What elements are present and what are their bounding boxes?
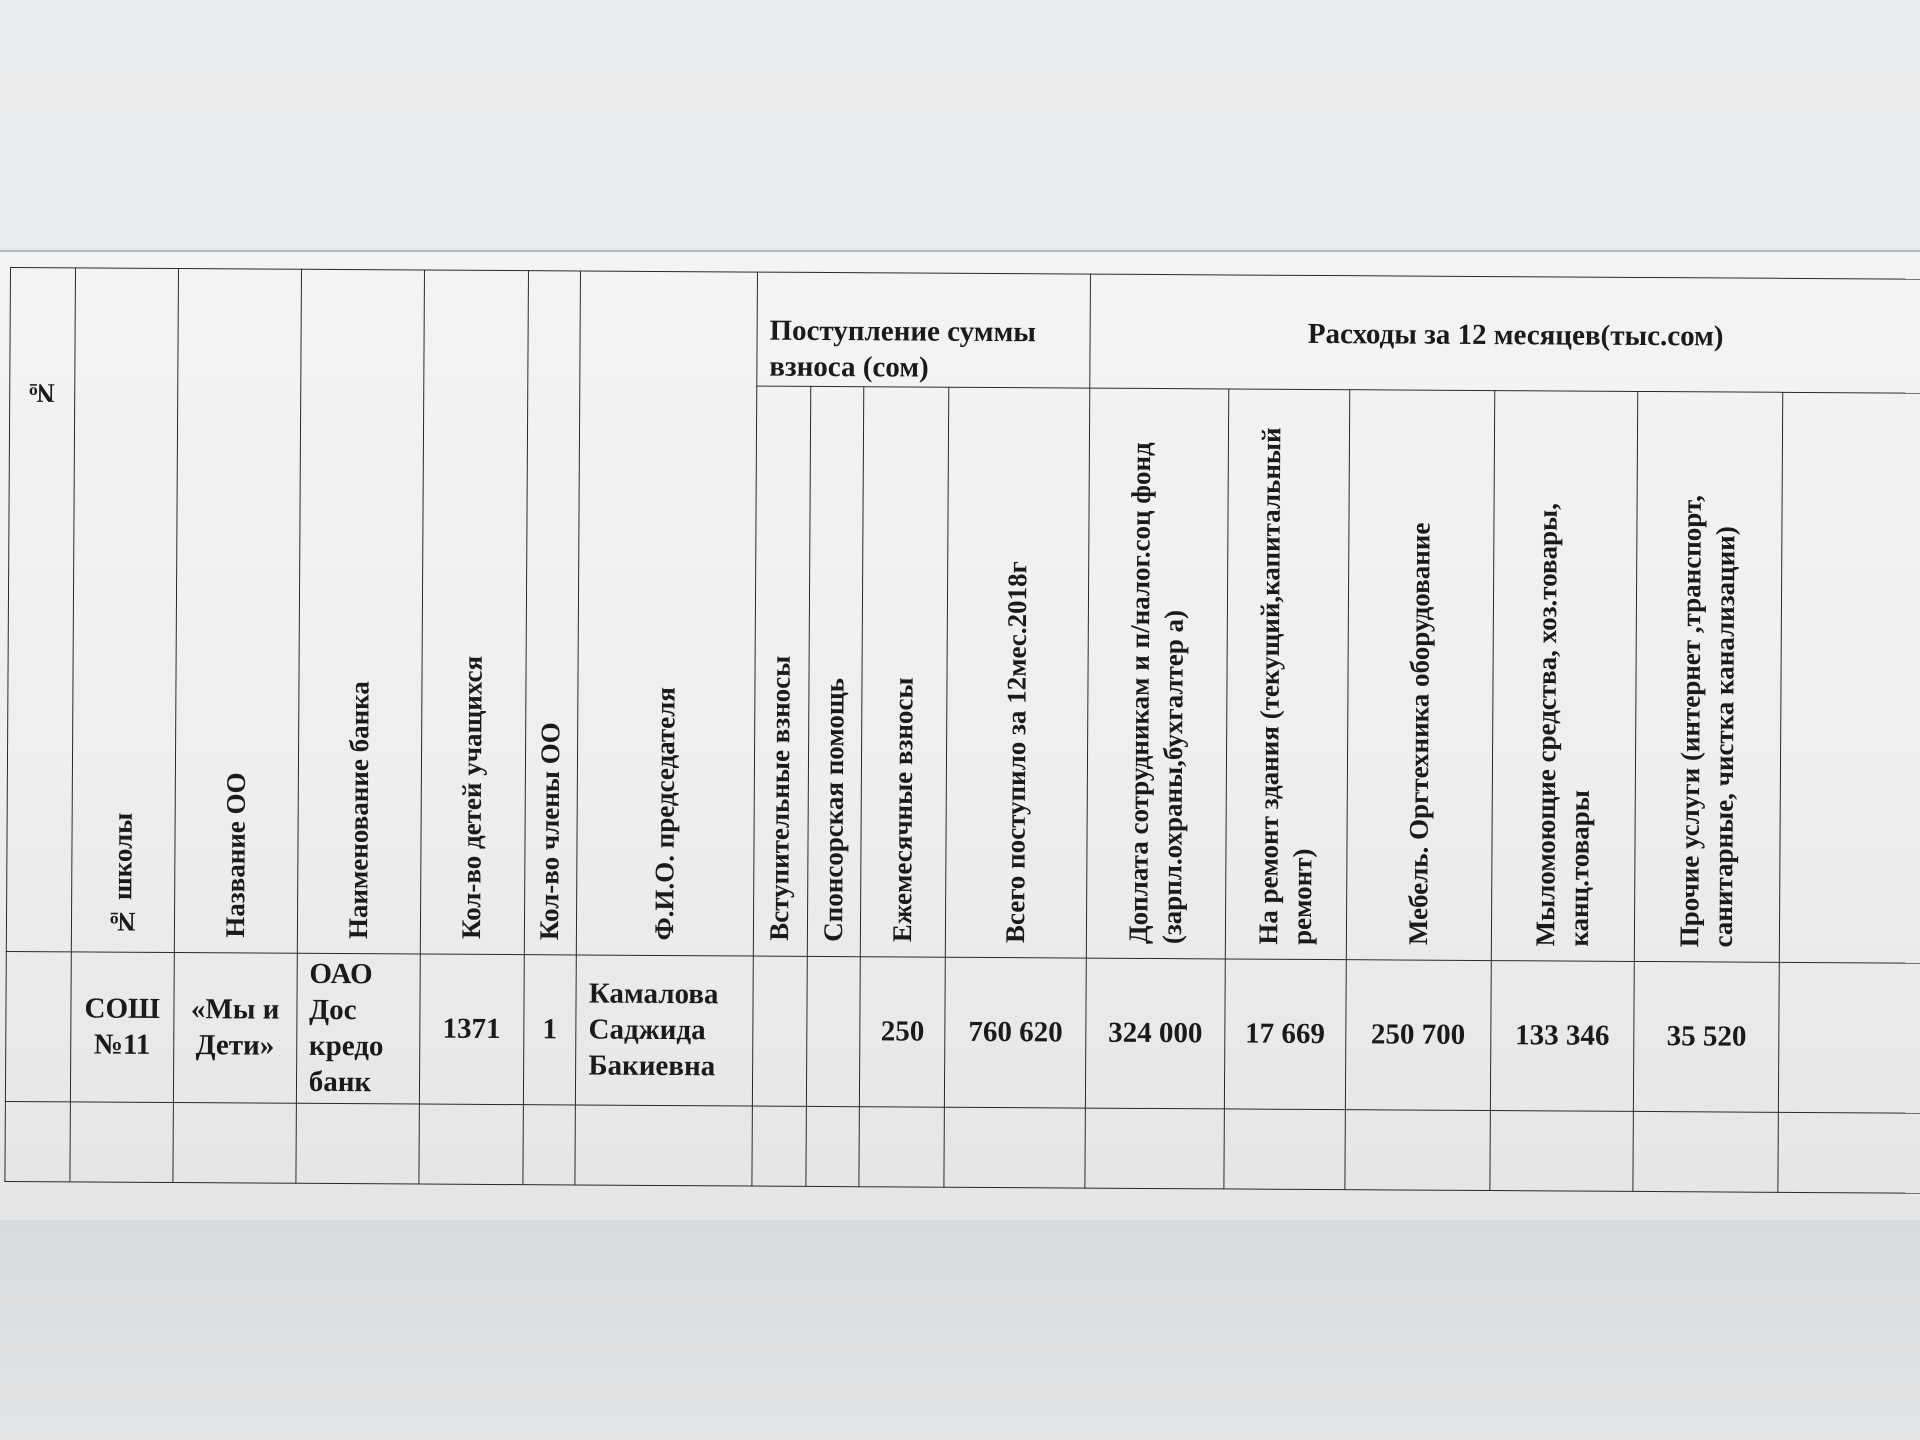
header-furniture bbox=[1346, 389, 1495, 960]
header-org-name-label: Название ОО bbox=[219, 772, 251, 938]
table-surface bbox=[0, 1220, 1920, 1440]
number-header: № bbox=[26, 378, 57, 409]
header-furniture-label: Мебель. Оргтехника оборудование bbox=[1402, 522, 1436, 946]
table-row bbox=[5, 1101, 1920, 1193]
empty-cell bbox=[1085, 1108, 1224, 1189]
header-salary bbox=[1086, 388, 1228, 959]
header-total-label: Всего поступило за 12мес.2018г bbox=[1000, 560, 1033, 943]
empty-cell bbox=[944, 1107, 1085, 1188]
header-other-label: Прочие услуги (интернет ,транспорт, санитарные, чистка канализации) bbox=[1674, 494, 1741, 948]
empty-cell bbox=[859, 1106, 944, 1187]
cell-bank: ОАО Дос кредо банк bbox=[296, 953, 420, 1104]
header-total bbox=[946, 387, 1090, 958]
cell-school: СОШ №11 bbox=[70, 951, 174, 1102]
cell-children: 1371 bbox=[419, 954, 524, 1105]
empty-cell bbox=[5, 1101, 70, 1181]
header-school bbox=[71, 268, 178, 952]
header-chair bbox=[577, 271, 758, 956]
empty-cell bbox=[752, 1106, 806, 1186]
document-sheet bbox=[0, 250, 1920, 1232]
empty-cell bbox=[1778, 1112, 1920, 1193]
header-expenses-group: Расходы за 12 месяцев(тыс.сом) bbox=[1090, 274, 1920, 393]
header-members bbox=[524, 271, 581, 955]
cell-salary: 324 000 bbox=[1086, 958, 1226, 1109]
header-entry-fees bbox=[753, 386, 810, 956]
header-income-group: Поступление суммы взноса (сом) bbox=[757, 272, 1091, 388]
header-monthly bbox=[861, 386, 949, 957]
cell-other: 35 520 bbox=[1633, 961, 1779, 1112]
empty-cell bbox=[575, 1104, 752, 1185]
empty-cell bbox=[805, 1106, 859, 1186]
cell-total: 760 620 bbox=[945, 957, 1087, 1108]
header-other bbox=[1634, 391, 1783, 962]
empty-cell bbox=[1490, 1110, 1634, 1191]
header-bank-label: Наименование банка bbox=[342, 680, 375, 939]
header-sponsor-label: Спонсорская помощь bbox=[817, 677, 850, 942]
header-detergents bbox=[1491, 390, 1638, 961]
table-row bbox=[5, 951, 1920, 1113]
cell-furniture: 250 700 bbox=[1345, 959, 1491, 1110]
header-chair-label: Ф.И.О. председателя bbox=[649, 686, 681, 941]
cell-org-name: «Мы и Дети» bbox=[173, 952, 297, 1103]
header-repair-label: На ремонт здания (текущий,капитальный ремонт) bbox=[1252, 426, 1318, 945]
cell-monthly: 250 bbox=[860, 956, 946, 1107]
empty-cell bbox=[1224, 1108, 1345, 1189]
cell-repair: 17 669 bbox=[1224, 958, 1346, 1109]
empty-cell bbox=[173, 1102, 296, 1183]
header-members-label: Кол-во члены ОО bbox=[534, 721, 566, 940]
empty-cell bbox=[1344, 1109, 1490, 1190]
header-repair bbox=[1225, 388, 1349, 959]
number-header-cell bbox=[6, 268, 75, 952]
header-sponsor bbox=[807, 386, 864, 956]
cell-members: 1 bbox=[523, 954, 576, 1104]
header-children bbox=[420, 270, 528, 954]
empty-cell bbox=[419, 1104, 523, 1185]
header-salary-label: Доплата сотрудникам и п/налог.соц фонд (зарпл.охраны,бухгалтер а) bbox=[1123, 441, 1189, 944]
empty-cell bbox=[1633, 1111, 1779, 1192]
report-table bbox=[4, 267, 1920, 1193]
header-monthly-label: Ежемесячные взносы bbox=[887, 677, 919, 943]
cell-number bbox=[5, 951, 71, 1101]
empty-cell bbox=[70, 1101, 173, 1182]
header-detergents-label: Мыломоющие средства, хоз.товары, канц.товары bbox=[1530, 502, 1595, 947]
cell-sponsor bbox=[806, 956, 861, 1106]
header-extra bbox=[1780, 392, 1920, 963]
cell-detergents: 133 346 bbox=[1490, 960, 1634, 1111]
empty-cell bbox=[523, 1104, 576, 1184]
cell-extra bbox=[1779, 962, 1920, 1113]
empty-cell bbox=[296, 1103, 419, 1184]
header-entry-fees-label: Вступительные взносы bbox=[764, 656, 797, 942]
header-school-label: № школы bbox=[106, 812, 138, 938]
header-children-label: Кол-во детей учащихся bbox=[456, 655, 488, 940]
cell-chair: Камалова Саджида Бакиевна bbox=[576, 954, 754, 1105]
header-bank bbox=[297, 269, 424, 953]
header-org-name bbox=[174, 269, 301, 953]
cell-entry-fees bbox=[752, 956, 807, 1106]
